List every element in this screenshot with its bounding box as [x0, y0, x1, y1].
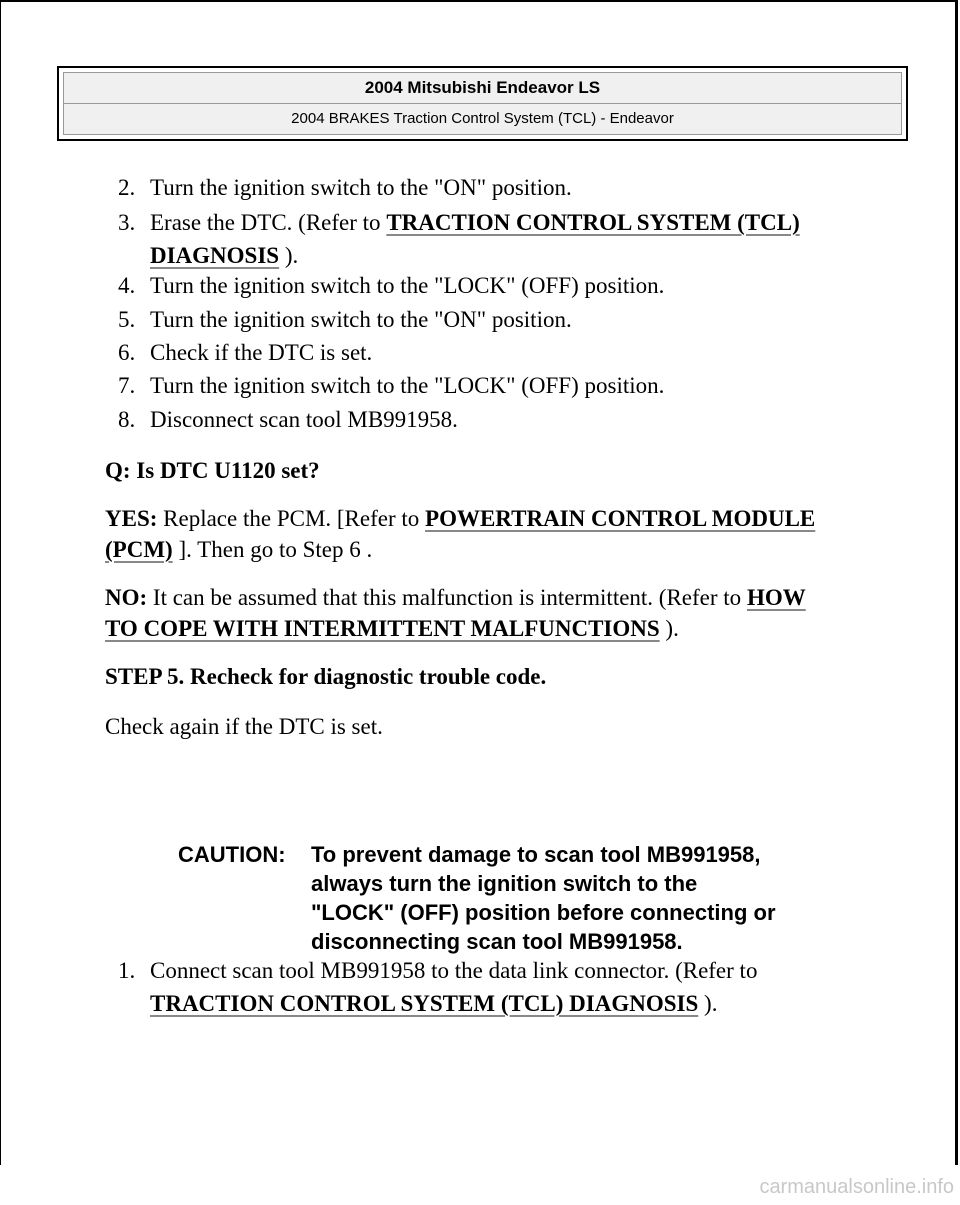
step-text-end: ). — [698, 991, 718, 1016]
step-text: Connect scan tool MB991958 to the data link connector. (Refer to — [150, 958, 758, 983]
step-text: Turn the ignition switch to the "ON" position. — [150, 307, 572, 332]
step-text: Disconnect scan tool MB991958. — [150, 407, 458, 432]
step-number: 2. — [118, 175, 136, 200]
step-number: 8. — [118, 407, 136, 432]
link-pcm[interactable]: POWERTRAIN CONTROL MODULE — [425, 506, 816, 531]
step-number: 3. — [118, 210, 136, 235]
watermark: carmanualsonline.info — [759, 1176, 954, 1198]
link-tcl-diagnosis[interactable]: TRACTION CONTROL SYSTEM (TCL) — [386, 210, 800, 235]
link-intermittent[interactable]: HOW — [746, 585, 806, 610]
yes-paragraph — [105, 503, 895, 565]
no-paragraph — [105, 582, 895, 644]
header-divider — [64, 103, 901, 104]
step-text: Check if the DTC is set. — [150, 340, 373, 365]
header-title: 2004 Mitsubishi Endeavor LS — [364, 78, 601, 97]
step-number: 1. — [118, 958, 136, 983]
caution-text — [311, 840, 871, 956]
link-intermittent-cont[interactable]: TO COPE WITH INTERMITTENT MALFUNCTIONS — [105, 616, 660, 641]
caution-line: always turn the ignition switch to the — [311, 871, 698, 896]
step-intro: Check again if the DTC is set. — [105, 714, 383, 739]
step-number: 4. — [118, 273, 136, 298]
yes-text-end: ]. Then go to Step 6 . — [172, 537, 373, 562]
yes-text: Replace the PCM. [Refer to — [157, 506, 426, 531]
step-text: Erase the DTC. (Refer to — [150, 210, 387, 235]
step-text-end: ). — [279, 243, 299, 268]
step-text: Turn the ignition switch to the "ON" position. — [150, 175, 572, 200]
step-number: 5. — [118, 307, 136, 332]
no-label: NO: — [105, 585, 148, 610]
question: Q: Is DTC U1120 set? — [105, 458, 320, 483]
caution-line: disconnecting scan tool MB991958. — [311, 929, 683, 954]
no-text: It can be assumed that this malfunction is intermittent. (Refer to — [147, 585, 747, 610]
yes-label: YES: — [105, 506, 158, 531]
step-number: 7. — [118, 373, 136, 398]
document-header — [57, 66, 908, 141]
header-panel — [63, 72, 902, 135]
link-tcl-diagnosis-cont[interactable]: DIAGNOSIS — [150, 243, 280, 268]
caution-line: To prevent damage to scan tool MB991958, — [311, 842, 761, 867]
no-text-end: ). — [659, 616, 679, 641]
step-text: Turn the ignition switch to the "LOCK" (OFF) position. — [150, 373, 665, 398]
caution-label: CAUTION: — [178, 842, 286, 867]
link-tcl-diagnosis[interactable]: TRACTION CONTROL SYSTEM (TCL) DIAGNOSIS — [150, 991, 699, 1016]
caution-line: "LOCK" (OFF) position before connecting or — [311, 900, 776, 925]
header-subtitle: 2004 BRAKES Traction Control System (TCL) - Endeavor — [291, 110, 674, 127]
step-heading: STEP 5. Recheck for diagnostic trouble code. — [105, 664, 547, 689]
step-number: 6. — [118, 340, 136, 365]
step-text: Turn the ignition switch to the "LOCK" (OFF) position. — [150, 273, 665, 298]
link-pcm-cont[interactable]: (PCM) — [105, 537, 173, 562]
